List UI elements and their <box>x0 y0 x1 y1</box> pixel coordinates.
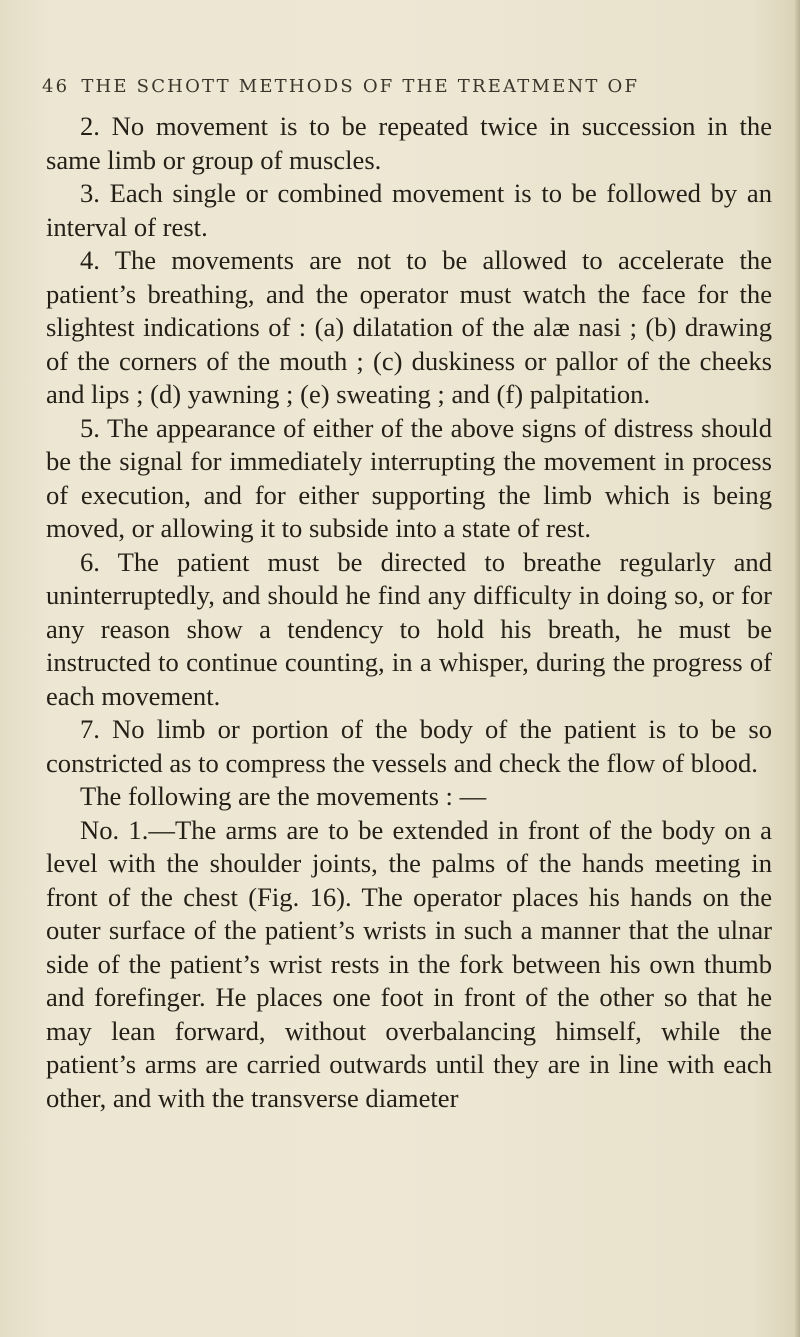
paragraph-rule-6: 6. The patient must be directed to breathe regularly and uninterruptedly, and should he find any difficulty in doing so, or for any reason show a tendency to hold his breath, he must be instructed to continue counting, in a whisper, during the progress of each movement. <box>46 546 772 711</box>
paragraph-rule-5: 5. The appearance of either of the above signs of distress should be the signal for immediately interrupting the movement in process of execution, and for either supporting the limb which is being moved, or allowing it to subside into a state of rest. <box>46 412 772 543</box>
paragraph-rule-2: 2. No movement is to be repeated twice in succession in the same limb or group of muscles. <box>46 111 772 175</box>
paragraph-rule-3: 3. Each single or combined movement is to be followed by an interval of rest. <box>46 178 772 242</box>
paragraph-movements-intro: The following are the movements : — <box>80 781 487 811</box>
running-head <box>42 76 762 97</box>
body-text <box>46 110 772 1115</box>
page-edge-shadow <box>794 0 800 1337</box>
paragraph-rule-7: 7. No limb or portion of the body of the patient is to be so constricted as to compress the vessels and check the flow of blood. <box>46 714 772 778</box>
paragraph-rule-4: 4. The movements are not to be allowed to accelerate the patient’s breathing, and the operator must watch the face for the slightest indications of : (a) dilatation of the alæ nasi ; (b) drawing of the corners of the mouth ; (c) duskiness or pallor of the cheeks and lips ; (d) yawning ; (e) sweating ; and (f) palpitation. <box>46 245 772 409</box>
running-title: THE SCHOTT METHODS OF THE TREATMENT OF <box>81 76 640 97</box>
paragraph-movement-1: No. 1.—The arms are to be extended in front of the body on a level with the shoulder joints, the palms of the hands meeting in front of the chest (Fig. 16). The operator places his hands on the outer surface of the patient’s wrists in such a manner that the ulnar side of the patient’s wrist rests in the fork between his own thumb and forefinger. He places one foot in front of the other so that he may lean forward, without overbalancing himself, while the patient’s arms are carried outwards until they are in line with each other, and with the transverse diameter <box>46 814 772 1113</box>
page-number: 46 <box>42 76 70 97</box>
